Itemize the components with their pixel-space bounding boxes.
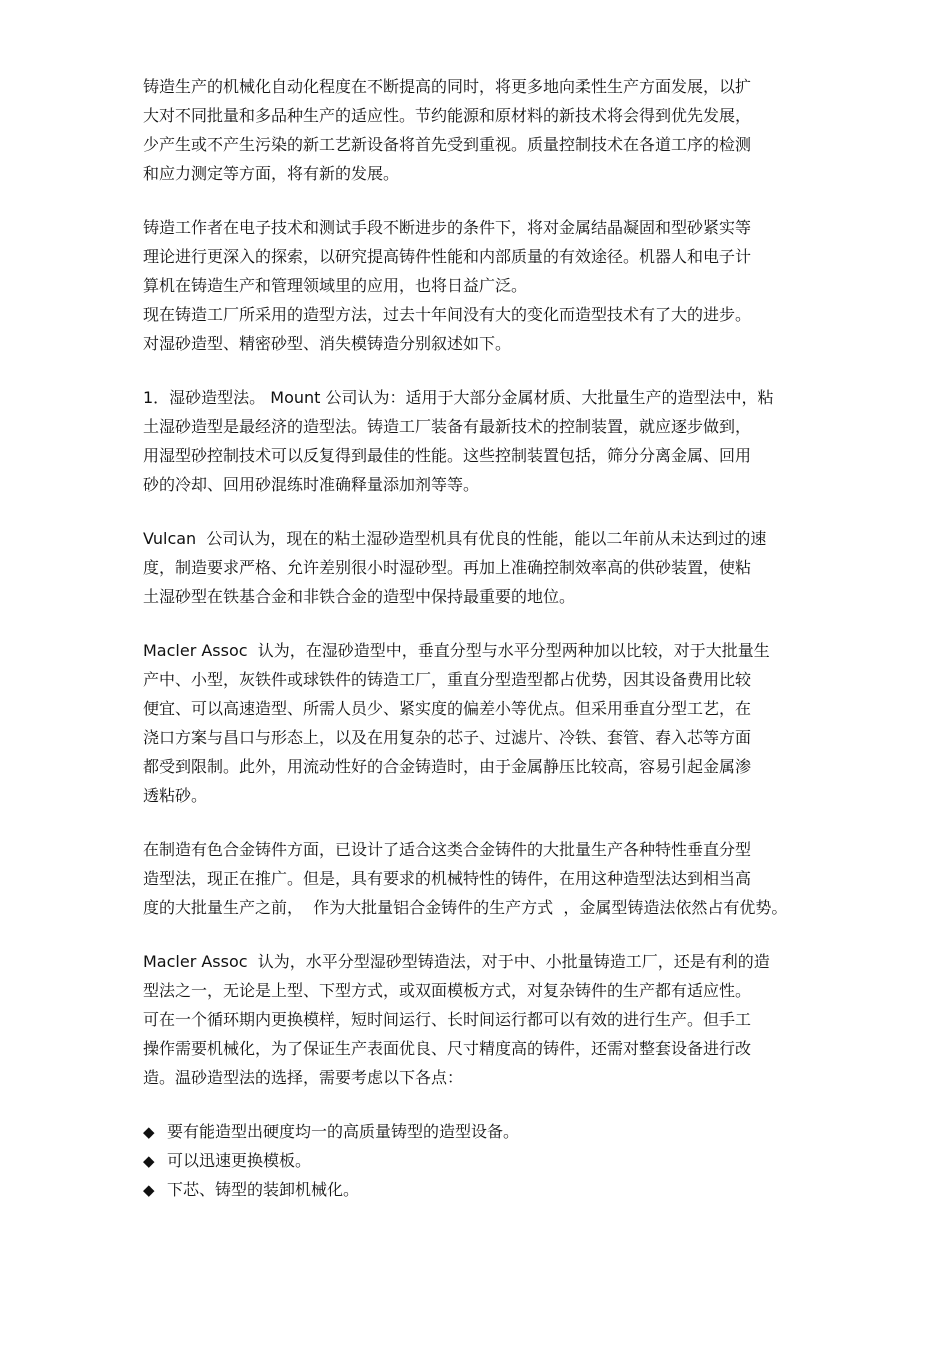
document-body [143, 72, 883, 1204]
diamond-bullet-icon: ◆ [143, 1181, 155, 1199]
list-item-text: 要有能造型出硬度均一的高质量铸型的造型设备。 [167, 1122, 520, 1141]
list-item [143, 1175, 883, 1204]
text-line: 透粘砂。 [143, 786, 208, 805]
text-line: 便宜、可以高速造型、所需人员少、紧实度的偏差小等优点。但采用垂直分型工艺，在 [143, 699, 752, 718]
list-item-text: 可以迅速更换模板。 [167, 1151, 312, 1170]
bullet-list [143, 1117, 883, 1204]
text-line: 1．湿砂造型法。 Mount 公司认为：适用于大部分金属材质、大批量生产的造型法中，粘 [143, 388, 774, 407]
text-line: 在制造有色合金铸件方面，已设计了适合这类合金铸件的大批量生产各种特性垂直分型 [143, 840, 752, 859]
text-line: 理论进行更深入的探索，以研究提高铸件性能和内部质量的有效途径。机器人和电子计 [143, 247, 752, 266]
text-line: Macler Assoc 认为，水平分型湿砂型铸造法，对于中、小批量铸造工厂，还是有利的造 [143, 952, 770, 971]
text-line: 算机在铸造生产和管理领域里的应用，也将日益广泛。 [143, 276, 528, 295]
text-line: 型法之一，无论是上型、下型方式，或双面模板方式，对复杂铸件的生产都有适应性。 [143, 981, 752, 1000]
text-line: 操作需要机械化，为了保证生产表面优良、尺寸精度高的铸件，还需对整套设备进行改 [143, 1039, 752, 1058]
text-line: 和应力测定等方面，将有新的发展。 [143, 164, 400, 183]
text-line: 对湿砂造型、精密砂型、消失模铸造分别叙述如下。 [143, 334, 512, 353]
text-line: 浇口方案与昌口与形态上，以及在用复杂的芯子、过滤片、冷铁、套管、舂入芯等方面 [143, 728, 752, 747]
text-line: 可在一个循环期内更换模样，短时间运行、长时间运行都可以有效的进行生产。但手工 [143, 1010, 752, 1029]
text-line: 度的大批量生产之前， 作为大批量铝合金铸件的生产方式 ，金属型铸造法依然占有优势。 [143, 898, 788, 917]
paragraph [143, 947, 883, 1092]
text-line: 都受到限制。此外，用流动性好的合金铸造时，由于金属静压比较高，容易引起金属渗 [143, 757, 752, 776]
text-line: 铸造生产的机械化自动化程度在不断提高的同时，将更多地向柔性生产方面发展，以扩 [143, 77, 752, 96]
paragraph [143, 524, 883, 611]
text-line: 造。温砂造型法的选择，需要考虑以下各点： [143, 1068, 464, 1087]
text-line: 造型法，现正在推广。但是，具有要求的机械特性的铸件，在用这种造型法达到相当高 [143, 869, 752, 888]
diamond-bullet-icon: ◆ [143, 1152, 155, 1170]
list-item-text: 下芯、铸型的装卸机械化。 [167, 1180, 360, 1199]
text-line: 大对不同批量和多品种生产的适应性。节约能源和原材料的新技术将会得到优先发展， [143, 106, 752, 125]
text-line: 砂的冷却、回用砂混练时准确释量添加剂等等。 [143, 475, 480, 494]
text-line: 度，制造要求严格、允许差别很小时湿砂型。再加上准确控制效率高的供砂装置，使粘 [143, 558, 752, 577]
paragraph [143, 835, 883, 922]
paragraph [143, 213, 883, 358]
text-line: 土湿砂型在铁基合金和非铁合金的造型中保持最重要的地位。 [143, 587, 576, 606]
diamond-bullet-icon: ◆ [143, 1123, 155, 1141]
text-line: 用湿型砂控制技术可以反复得到最佳的性能。这些控制装置包括，筛分分离金属、回用 [143, 446, 752, 465]
text-line: 产中、小型，灰铁件或球铁件的铸造工厂，重直分型造型都占优势，因其设备费用比较 [143, 670, 752, 689]
paragraph [143, 383, 883, 499]
text-line: 现在铸造工厂所采用的造型方法，过去十年间没有大的变化而造型技术有了大的进步。 [143, 305, 752, 324]
text-line: 铸造工作者在电子技术和测试手段不断进步的条件下，将对金属结晶凝固和型砂紧实等 [143, 218, 752, 237]
text-line: 少产生或不产生污染的新工艺新设备将首先受到重视。质量控制技术在各道工序的检测 [143, 135, 752, 154]
list-item [143, 1117, 883, 1146]
list-item [143, 1146, 883, 1175]
text-line: 土湿砂造型是最经济的造型法。铸造工厂装备有最新技术的控制装置，就应逐步做到， [143, 417, 752, 436]
paragraph [143, 72, 883, 188]
text-line: Macler Assoc 认为，在湿砂造型中，垂直分型与水平分型两种加以比较，对于大批量生 [143, 641, 770, 660]
text-line: Vulcan 公司认为，现在的粘土湿砂造型机具有优良的性能，能以二年前从未达到过的速 [143, 529, 767, 548]
paragraph [143, 636, 883, 810]
